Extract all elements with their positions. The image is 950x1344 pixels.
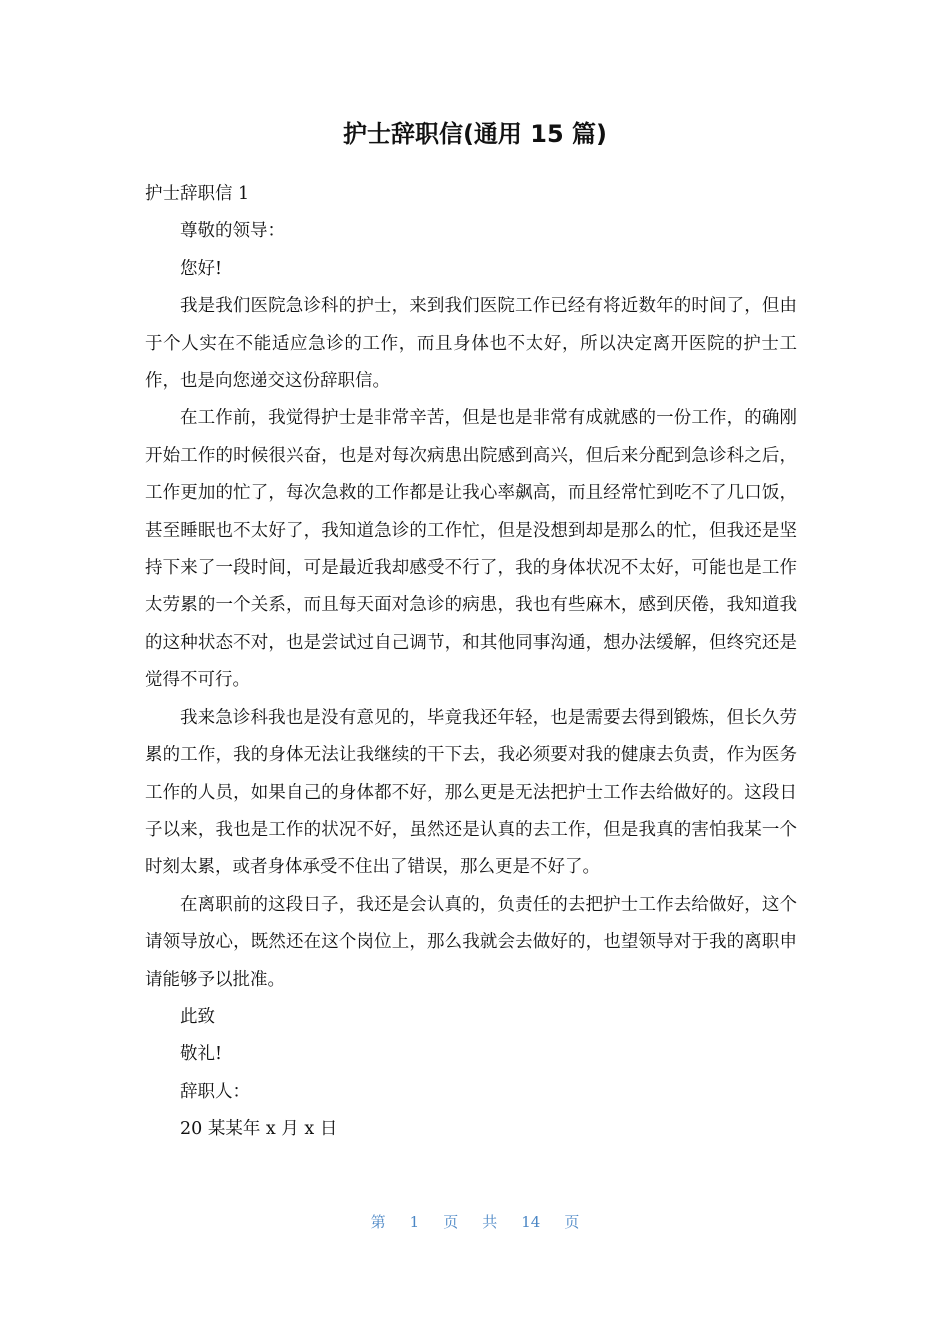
page-number-total: 14 [521,1213,541,1231]
footer-word: 页 [564,1213,580,1231]
page-footer [0,1210,950,1234]
closing-line: 敬礼! [180,1044,223,1065]
closing-line: 此致 [180,1006,215,1027]
page-number-current: 1 [409,1213,420,1231]
paragraph: 我是我们医院急诊科的护士，来到我们医院工作已经有将近数年的时间了，但由于个人实在不能适应急诊的工作，而且身体也不太好，所以决定离开医院的护士工作，也是向您递交这份辞职信。 [145,296,797,392]
signature-line: 辞职人： [180,1081,250,1102]
document-title: 护士辞职信(通用 15 篇) [342,120,608,148]
footer-word: 第 [370,1213,386,1231]
greeting: 您好! [180,258,223,279]
footer-word: 共 [482,1213,498,1231]
section-heading: 护士辞职信 1 [145,184,250,204]
footer-word: 页 [443,1213,459,1231]
salutation: 尊敬的领导： [180,221,285,242]
date-line: 20 某某年 x 月 x 日 [180,1119,338,1140]
paragraph: 在离职前的这段日子，我还是会认真的，负责任的去把护士工作去给做好，这个请领导放心，既然还在这个岗位上，那么我就会去做好的，也望领导对于我的离职申请能够予以批准。 [145,894,797,990]
paragraph: 在工作前，我觉得护士是非常辛苦，但是也是非常有成就感的一份工作，的确刚开始工作的时候很兴奋，也是对每次病患出院感到高兴，但后来分配到急诊科之后，工作更加的忙了，每次急救的工作都是让我心率飙高，而且经常忙到吃不了几口饭，甚至睡眠也不太好了，我知道急诊的工作忙，但是没想到却是那么的忙，但我还是坚持下来了一段时间，可是最近我却感受不行了，我的身体状况不太好，可能也是工作太劳累的一个关系，而且每天面对急诊的病患，我也有些麻木，感到厌倦，我知道我的这种状态不对，也是尝试过自己调节，和其他同事沟通，想办法缓解，但终究还是觉得不可行。 [145,408,797,691]
document-body [145,176,797,1149]
paragraph: 我来急诊科我也是没有意见的，毕竟我还年轻，也是需要去得到锻炼，但长久劳累的工作，我的身体无法让我继续的干下去，我必须要对我的健康去负责，作为医务工作的人员，如果自己的身体都不好，那么更是无法把护士工作去给做好的。这段日子以来，我也是工作的状况不好，虽然还是认真的去工作，但是我真的害怕我某一个时刻太累，或者身体承受不住出了错误，那么更是不好了。 [145,707,797,878]
